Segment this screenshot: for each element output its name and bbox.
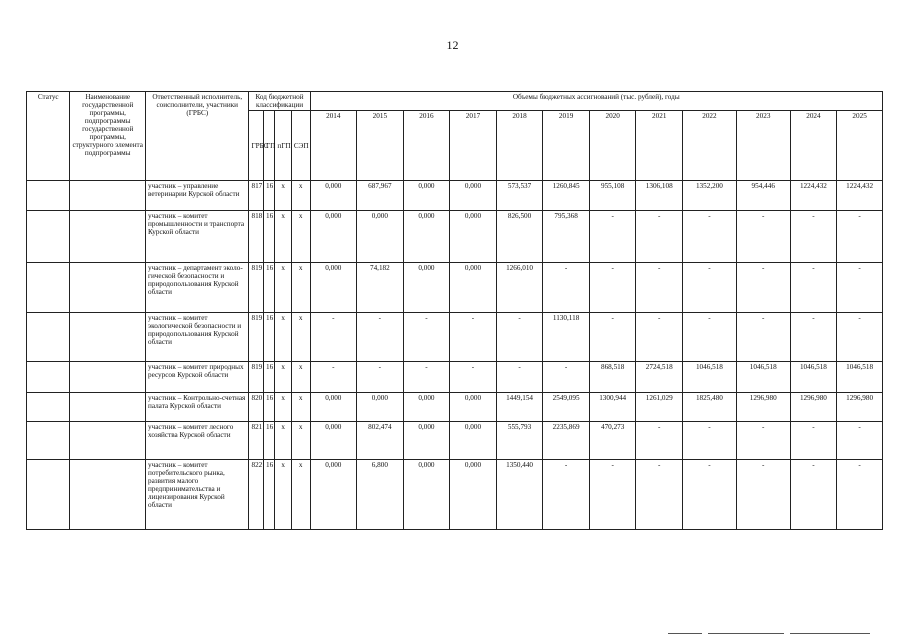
value-cell: 0,000 <box>310 393 357 422</box>
value-cell: 0,000 <box>450 422 497 460</box>
value-cell: 954,446 <box>736 181 790 211</box>
value-cell: 1224,432 <box>837 181 883 211</box>
header-year: 2018 <box>496 111 543 181</box>
value-cell: - <box>790 211 837 263</box>
value-cell: 2235,869 <box>543 422 590 460</box>
value-cell: - <box>636 422 683 460</box>
sep-cell: х <box>291 362 310 393</box>
value-cell: - <box>543 263 590 313</box>
header-code-grbs: ГРБС <box>249 111 263 181</box>
header-year: 2021 <box>636 111 683 181</box>
header-year: 2019 <box>543 111 590 181</box>
program-cell <box>70 460 146 530</box>
value-cell: - <box>636 313 683 362</box>
value-cell: - <box>636 460 683 530</box>
value-cell: - <box>736 460 790 530</box>
value-cell: 955,108 <box>589 181 636 211</box>
status-cell <box>27 460 70 530</box>
value-cell: - <box>837 263 883 313</box>
value-cell: 0,000 <box>450 211 497 263</box>
value-cell: - <box>310 313 357 362</box>
value-cell: 826,500 <box>496 211 543 263</box>
pgp-cell: х <box>275 460 292 530</box>
gp-cell: 16 <box>263 362 274 393</box>
value-cell: 0,000 <box>403 181 450 211</box>
scan-artifact-line <box>708 633 784 634</box>
value-cell: - <box>683 263 737 313</box>
value-cell: - <box>589 211 636 263</box>
executor-cell: участник – комитет потребительского рынка, развития малого предпринимательства и лицензирования Курской области <box>146 460 249 530</box>
value-cell: - <box>450 313 497 362</box>
value-cell: 802,474 <box>357 422 404 460</box>
value-cell: 1266,010 <box>496 263 543 313</box>
value-cell: 555,793 <box>496 422 543 460</box>
status-cell <box>27 263 70 313</box>
header-year: 2016 <box>403 111 450 181</box>
executor-cell: участник – Контрольно-счетная палата Курской области <box>146 393 249 422</box>
sep-cell: х <box>291 263 310 313</box>
sep-cell: х <box>291 313 310 362</box>
value-cell: - <box>636 263 683 313</box>
header-year: 2022 <box>683 111 737 181</box>
status-cell <box>27 422 70 460</box>
gp-cell: 16 <box>263 211 274 263</box>
value-cell: - <box>790 263 837 313</box>
program-cell <box>70 362 146 393</box>
value-cell: 1296,980 <box>736 393 790 422</box>
header-year: 2017 <box>450 111 497 181</box>
header-code-pgp: пГП <box>275 111 292 181</box>
grbs-cell: 819 <box>249 362 263 393</box>
value-cell: 1296,980 <box>837 393 883 422</box>
value-cell: 1825,480 <box>683 393 737 422</box>
status-cell <box>27 362 70 393</box>
value-cell: 0,000 <box>310 460 357 530</box>
value-cell: 0,000 <box>450 263 497 313</box>
value-cell: 0,000 <box>357 393 404 422</box>
value-cell: 868,518 <box>589 362 636 393</box>
value-cell: - <box>683 211 737 263</box>
value-cell: - <box>403 313 450 362</box>
header-year: 2024 <box>790 111 837 181</box>
scan-artifact-line <box>790 633 870 634</box>
program-cell <box>70 393 146 422</box>
gp-cell: 16 <box>263 422 274 460</box>
value-cell: 6,800 <box>357 460 404 530</box>
grbs-cell: 817 <box>249 181 263 211</box>
value-cell: 1260,845 <box>543 181 590 211</box>
pgp-cell: х <box>275 422 292 460</box>
header-executor: Ответственный исполнитель, соисполнители, участники (ГРБС) <box>146 92 249 181</box>
value-cell: 0,000 <box>403 460 450 530</box>
value-cell: - <box>790 313 837 362</box>
value-cell: 1130,118 <box>543 313 590 362</box>
gp-cell: 16 <box>263 393 274 422</box>
value-cell: - <box>543 460 590 530</box>
value-cell: - <box>790 460 837 530</box>
header-budget-code: Код бюджетной классификации <box>249 92 310 111</box>
value-cell: - <box>683 313 737 362</box>
status-cell <box>27 181 70 211</box>
grbs-cell: 819 <box>249 313 263 362</box>
value-cell: 0,000 <box>403 393 450 422</box>
grbs-cell: 819 <box>249 263 263 313</box>
executor-cell: участник – управление ветеринарии Курской области <box>146 181 249 211</box>
grbs-cell: 822 <box>249 460 263 530</box>
gp-cell: 16 <box>263 460 274 530</box>
budget-allocation-table <box>26 91 883 530</box>
pgp-cell: х <box>275 211 292 263</box>
value-cell: - <box>310 362 357 393</box>
executor-cell: участник – комитет экологической безопасности и природопользования Курской области <box>146 313 249 362</box>
value-cell: 1224,432 <box>790 181 837 211</box>
header-status: Статус <box>27 92 70 181</box>
value-cell: 1046,518 <box>837 362 883 393</box>
header-year: 2014 <box>310 111 357 181</box>
value-cell: - <box>683 460 737 530</box>
value-cell: 0,000 <box>357 211 404 263</box>
grbs-cell: 821 <box>249 422 263 460</box>
program-cell <box>70 181 146 211</box>
value-cell: 1306,108 <box>636 181 683 211</box>
value-cell: - <box>450 362 497 393</box>
header-volumes: Объемы бюджетных ассигнований (тыс. рублей), годы <box>310 92 882 111</box>
status-cell <box>27 393 70 422</box>
pgp-cell: х <box>275 181 292 211</box>
grbs-cell: 820 <box>249 393 263 422</box>
value-cell: - <box>837 422 883 460</box>
gp-cell: 16 <box>263 313 274 362</box>
table-row <box>27 460 883 530</box>
program-cell <box>70 313 146 362</box>
sep-cell: х <box>291 181 310 211</box>
gp-cell: 16 <box>263 181 274 211</box>
pgp-cell: х <box>275 393 292 422</box>
value-cell: - <box>790 422 837 460</box>
value-cell: 0,000 <box>310 263 357 313</box>
grbs-cell: 818 <box>249 211 263 263</box>
value-cell: 0,000 <box>450 460 497 530</box>
value-cell: 0,000 <box>450 181 497 211</box>
value-cell: - <box>357 362 404 393</box>
value-cell: 0,000 <box>403 211 450 263</box>
value-cell: - <box>837 460 883 530</box>
value-cell: - <box>589 460 636 530</box>
value-cell: - <box>357 313 404 362</box>
value-cell: - <box>683 422 737 460</box>
value-cell: 687,967 <box>357 181 404 211</box>
header-year: 2023 <box>736 111 790 181</box>
sep-cell: х <box>291 211 310 263</box>
scan-artifact-line <box>668 633 702 634</box>
program-cell <box>70 263 146 313</box>
value-cell: - <box>589 263 636 313</box>
value-cell: 1046,518 <box>683 362 737 393</box>
value-cell: - <box>736 422 790 460</box>
status-cell <box>27 313 70 362</box>
value-cell: 1046,518 <box>790 362 837 393</box>
value-cell: 1352,200 <box>683 181 737 211</box>
value-cell: 0,000 <box>450 393 497 422</box>
header-year: 2025 <box>837 111 883 181</box>
header-year: 2015 <box>357 111 404 181</box>
pgp-cell: х <box>275 362 292 393</box>
value-cell: 1261,029 <box>636 393 683 422</box>
value-cell: 795,368 <box>543 211 590 263</box>
value-cell: - <box>496 313 543 362</box>
sep-cell: х <box>291 460 310 530</box>
executor-cell: участник – комитет промышленности и транспорта Курской области <box>146 211 249 263</box>
value-cell: - <box>403 362 450 393</box>
header-program-name: Наименование государственной программы, подпрограммы государственной программы, структурного элемента подпрограммы <box>70 92 146 181</box>
value-cell: 470,273 <box>589 422 636 460</box>
value-cell: - <box>543 362 590 393</box>
value-cell: - <box>736 313 790 362</box>
sep-cell: х <box>291 422 310 460</box>
value-cell: 0,000 <box>403 422 450 460</box>
value-cell: 0,000 <box>310 211 357 263</box>
value-cell: - <box>736 263 790 313</box>
pgp-cell: х <box>275 263 292 313</box>
table-row <box>27 362 883 393</box>
value-cell: - <box>837 211 883 263</box>
value-cell: - <box>736 211 790 263</box>
value-cell: 2724,518 <box>636 362 683 393</box>
table-row <box>27 422 883 460</box>
executor-cell: участник – комитет природных ресурсов Курской области <box>146 362 249 393</box>
value-cell: 1300,944 <box>589 393 636 422</box>
table-row <box>27 211 883 263</box>
value-cell: 1350,440 <box>496 460 543 530</box>
value-cell: 1296,980 <box>790 393 837 422</box>
table-row <box>27 181 883 211</box>
value-cell: 0,000 <box>403 263 450 313</box>
page-number: 12 <box>446 38 459 52</box>
value-cell: 573,537 <box>496 181 543 211</box>
sep-cell: х <box>291 393 310 422</box>
executor-cell: участник – департамент эколо-гической безопасности и природопользования Курской области <box>146 263 249 313</box>
value-cell: 74,182 <box>357 263 404 313</box>
status-cell <box>27 211 70 263</box>
program-cell <box>70 422 146 460</box>
pgp-cell: х <box>275 313 292 362</box>
table-row <box>27 263 883 313</box>
program-cell <box>70 211 146 263</box>
header-year: 2020 <box>589 111 636 181</box>
value-cell: 0,000 <box>310 181 357 211</box>
value-cell: 2549,095 <box>543 393 590 422</box>
value-cell: - <box>496 362 543 393</box>
gp-cell: 16 <box>263 263 274 313</box>
table-row <box>27 393 883 422</box>
value-cell: - <box>636 211 683 263</box>
value-cell: - <box>837 313 883 362</box>
value-cell: - <box>589 313 636 362</box>
value-cell: 0,000 <box>310 422 357 460</box>
header-code-gp: ГП <box>263 111 274 181</box>
value-cell: 1046,518 <box>736 362 790 393</box>
table-row <box>27 313 883 362</box>
value-cell: 1449,154 <box>496 393 543 422</box>
executor-cell: участник – комитет лесного хозяйства Курской области <box>146 422 249 460</box>
header-code-sep: СЭП <box>291 111 310 181</box>
